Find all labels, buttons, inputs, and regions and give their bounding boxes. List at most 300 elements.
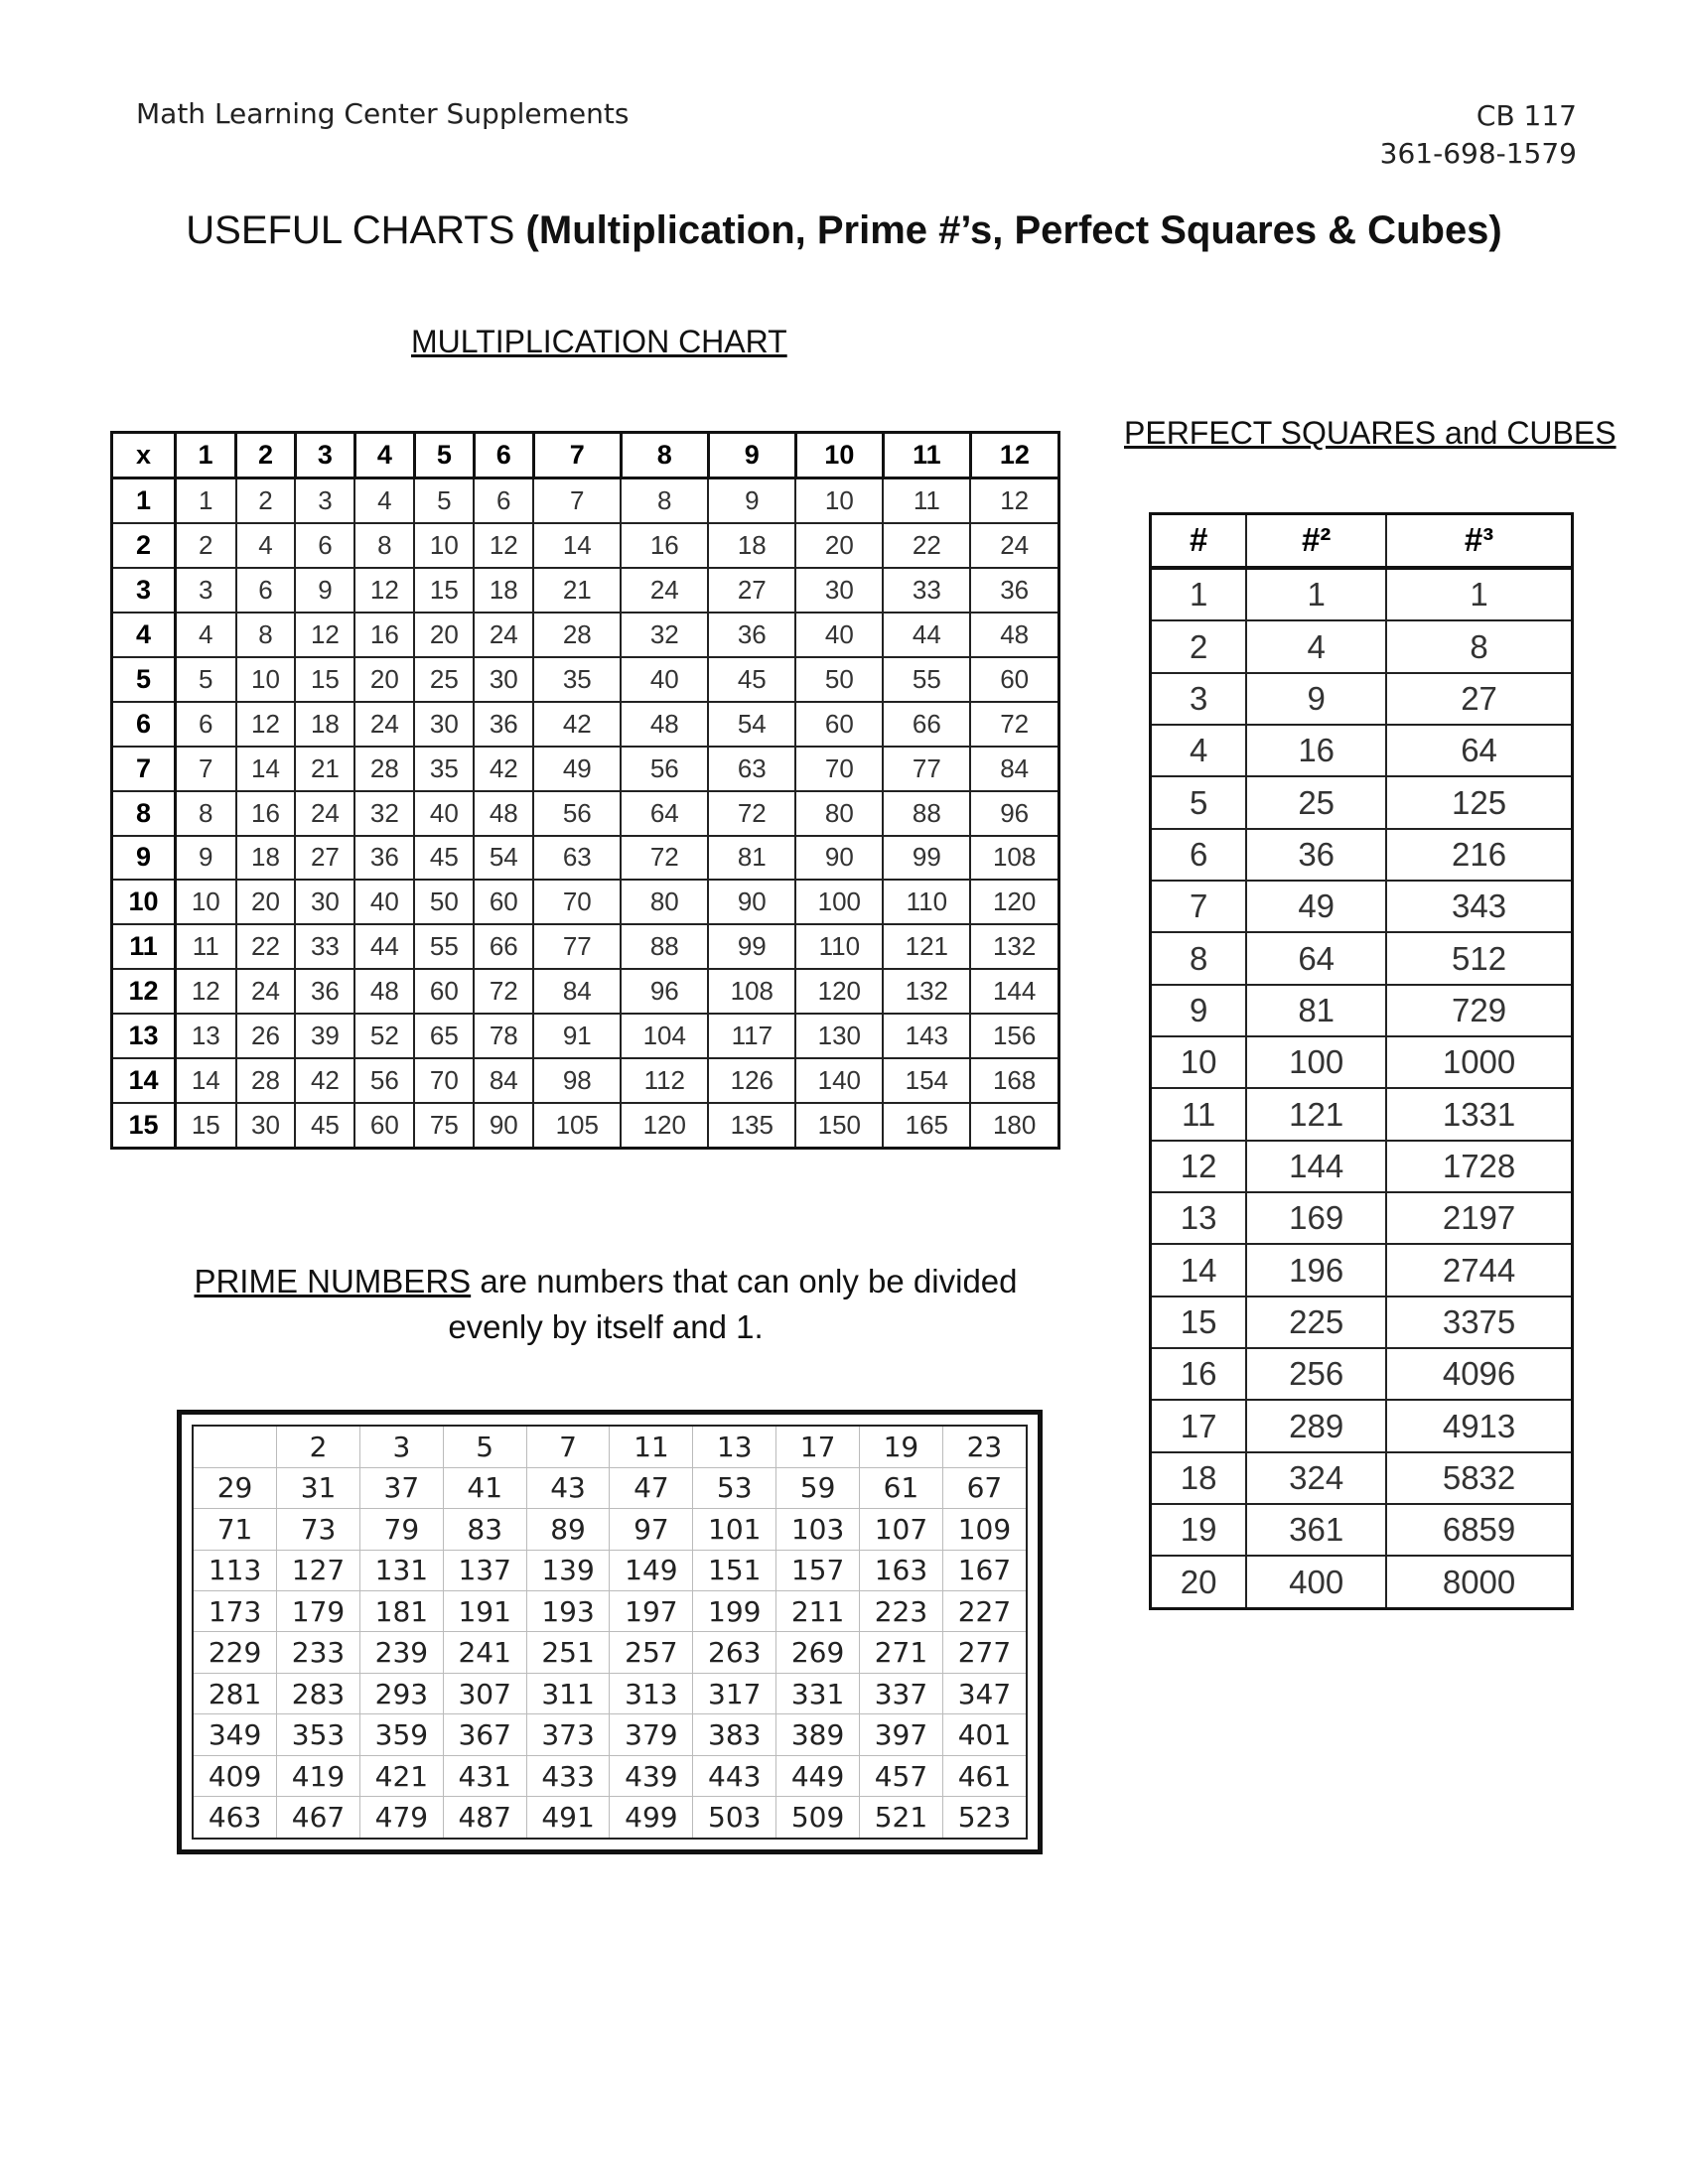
squares-row: [1151, 1556, 1573, 1608]
squares-row: [1151, 1504, 1573, 1556]
squares-row: [1151, 1452, 1573, 1504]
multiplication-product: 80: [795, 791, 883, 836]
prime-number: 19: [860, 1426, 943, 1467]
multiplication-product: 12: [176, 969, 236, 1014]
multiplication-product: 154: [883, 1058, 970, 1103]
multiplication-product: 27: [295, 836, 354, 881]
multiplication-product: 11: [883, 478, 970, 524]
prime-description-line2: evenly by itself and 1.: [448, 1308, 764, 1345]
square-cell: 100: [1246, 1036, 1386, 1088]
multiplication-product: 10: [176, 880, 236, 924]
multiplication-product: 75: [414, 1103, 474, 1149]
prime-number: 29: [193, 1467, 277, 1508]
prime-row: [193, 1632, 1027, 1673]
multiplication-product: 84: [533, 969, 621, 1014]
multiplication-product: 91: [533, 1014, 621, 1058]
prime-number: 71: [193, 1509, 277, 1550]
multiplication-product: 81: [708, 836, 795, 881]
multiplication-product: 117: [708, 1014, 795, 1058]
prime-number: 41: [443, 1467, 526, 1508]
squares-row: [1151, 932, 1573, 984]
multiplication-product: 7: [533, 478, 621, 524]
cube-cell: 5832: [1386, 1452, 1572, 1504]
square-cell: 196: [1246, 1244, 1386, 1296]
multiplication-product: 20: [354, 657, 414, 702]
multiplication-product: 5: [414, 478, 474, 524]
number-cell: 15: [1151, 1297, 1247, 1348]
cube-cell: 1331: [1386, 1088, 1572, 1140]
prime-empty-cell: [193, 1426, 277, 1467]
number-cell: 2: [1151, 620, 1247, 672]
cube-cell: 6859: [1386, 1504, 1572, 1556]
multiplication-product: 64: [621, 791, 708, 836]
multiplication-product: 45: [708, 657, 795, 702]
prime-number: 353: [277, 1714, 360, 1755]
multiplication-product: 6: [176, 702, 236, 747]
multiplication-product: 6: [236, 568, 296, 613]
prime-number: 127: [277, 1550, 360, 1590]
multiplication-product: 120: [621, 1103, 708, 1149]
squares-row: [1151, 673, 1573, 725]
square-cell: 256: [1246, 1348, 1386, 1400]
multiplication-product: 15: [176, 1103, 236, 1149]
number-cell: 17: [1151, 1400, 1247, 1451]
multiplication-row: [112, 613, 1059, 657]
prime-number: 523: [942, 1797, 1027, 1839]
prime-number: 103: [776, 1509, 860, 1550]
multiplication-product: 7: [176, 747, 236, 791]
multiplication-product: 120: [970, 880, 1058, 924]
prime-number: 373: [526, 1714, 610, 1755]
prime-number: 379: [610, 1714, 693, 1755]
prime-number: 383: [693, 1714, 776, 1755]
prime-number: 307: [443, 1673, 526, 1713]
prime-number: 73: [277, 1509, 360, 1550]
cube-cell: 3375: [1386, 1297, 1572, 1348]
multiplication-column-header: 3: [295, 433, 354, 478]
cube-cell: 8: [1386, 620, 1572, 672]
multiplication-product: 60: [354, 1103, 414, 1149]
multiplication-product: 22: [883, 523, 970, 568]
squares-cubes-table: [1149, 512, 1574, 1610]
squares-row: [1151, 1400, 1573, 1451]
multiplication-product: 25: [414, 657, 474, 702]
prime-number: 283: [277, 1673, 360, 1713]
multiplication-product: 24: [970, 523, 1058, 568]
prime-number: 199: [693, 1590, 776, 1631]
prime-number: 487: [443, 1797, 526, 1839]
prime-number: 79: [359, 1509, 443, 1550]
multiplication-product: 108: [970, 836, 1058, 881]
prime-number: 179: [277, 1590, 360, 1631]
page-title-plain: USEFUL CHARTS: [186, 208, 526, 252]
prime-number: 269: [776, 1632, 860, 1673]
multiplication-product: 98: [533, 1058, 621, 1103]
multiplication-product: 20: [795, 523, 883, 568]
multiplication-row-header: 6: [112, 702, 176, 747]
square-cell: 289: [1246, 1400, 1386, 1451]
multiplication-product: 14: [533, 523, 621, 568]
multiplication-column-header: 10: [795, 433, 883, 478]
multiplication-product: 56: [354, 1058, 414, 1103]
multiplication-product: 35: [414, 747, 474, 791]
prime-number: 149: [610, 1550, 693, 1590]
multiplication-product: 96: [621, 969, 708, 1014]
prime-number: 229: [193, 1632, 277, 1673]
multiplication-product: 77: [533, 924, 621, 969]
square-cell: 81: [1246, 985, 1386, 1036]
multiplication-product: 108: [708, 969, 795, 1014]
multiplication-product: 70: [795, 747, 883, 791]
multiplication-product: 50: [414, 880, 474, 924]
multiplication-product: 32: [621, 613, 708, 657]
number-cell: 8: [1151, 932, 1247, 984]
multiplication-product: 96: [970, 791, 1058, 836]
multiplication-column-header: 9: [708, 433, 795, 478]
multiplication-product: 36: [970, 568, 1058, 613]
prime-number: 13: [693, 1426, 776, 1467]
multiplication-product: 49: [533, 747, 621, 791]
multiplication-product: 110: [795, 924, 883, 969]
multiplication-product: 24: [621, 568, 708, 613]
prime-number: 359: [359, 1714, 443, 1755]
prime-number: 109: [942, 1509, 1027, 1550]
number-cell: 5: [1151, 776, 1247, 828]
squares-row: [1151, 620, 1573, 672]
multiplication-product: 40: [354, 880, 414, 924]
multiplication-product: 70: [414, 1058, 474, 1103]
prime-number: 31: [277, 1467, 360, 1508]
prime-number: 191: [443, 1590, 526, 1631]
multiplication-product: 156: [970, 1014, 1058, 1058]
prime-number: 193: [526, 1590, 610, 1631]
multiplication-product: 78: [474, 1014, 533, 1058]
prime-number: 467: [277, 1797, 360, 1839]
squares-row: [1151, 1297, 1573, 1348]
multiplication-product: 121: [883, 924, 970, 969]
multiplication-row: [112, 478, 1059, 524]
prime-number: 431: [443, 1755, 526, 1796]
squares-column-header: #: [1151, 514, 1247, 568]
prime-table-frame: [177, 1410, 1043, 1854]
multiplication-product: 33: [883, 568, 970, 613]
prime-number: 43: [526, 1467, 610, 1508]
prime-number: 163: [860, 1550, 943, 1590]
multiplication-row: [112, 836, 1059, 881]
squares-row: [1151, 1088, 1573, 1140]
multiplication-product: 24: [354, 702, 414, 747]
square-cell: 36: [1246, 829, 1386, 881]
multiplication-product: 36: [708, 613, 795, 657]
multiplication-product: 48: [474, 791, 533, 836]
prime-row: [193, 1714, 1027, 1755]
multiplication-product: 18: [708, 523, 795, 568]
multiplication-product: 20: [236, 880, 296, 924]
prime-number: 173: [193, 1590, 277, 1631]
prime-description: [109, 1259, 1102, 1350]
multiplication-product: 4: [236, 523, 296, 568]
squares-row: [1151, 985, 1573, 1036]
multiplication-product: 36: [354, 836, 414, 881]
square-cell: 144: [1246, 1141, 1386, 1192]
multiplication-product: 1: [176, 478, 236, 524]
multiplication-product: 120: [795, 969, 883, 1014]
prime-number: 83: [443, 1509, 526, 1550]
multiplication-product: 54: [708, 702, 795, 747]
multiplication-product: 6: [474, 478, 533, 524]
squares-row: [1151, 829, 1573, 881]
multiplication-product: 130: [795, 1014, 883, 1058]
multiplication-row-header: 2: [112, 523, 176, 568]
multiplication-row: [112, 1014, 1059, 1058]
square-cell: 9: [1246, 673, 1386, 725]
cube-cell: 27: [1386, 673, 1572, 725]
multiplication-product: 56: [621, 747, 708, 791]
multiplication-column-header: 7: [533, 433, 621, 478]
number-cell: 1: [1151, 568, 1247, 621]
multiplication-product: 48: [621, 702, 708, 747]
prime-heading: PRIME NUMBERS: [194, 1263, 472, 1299]
prime-description-line1: are numbers that can only be divided: [471, 1263, 1018, 1299]
multiplication-product: 63: [533, 836, 621, 881]
square-cell: 4: [1246, 620, 1386, 672]
multiplication-product: 88: [621, 924, 708, 969]
squares-header-row: [1151, 514, 1573, 568]
multiplication-product: 12: [236, 702, 296, 747]
multiplication-table: [110, 431, 1060, 1150]
multiplication-row: [112, 747, 1059, 791]
prime-number: 47: [610, 1467, 693, 1508]
multiplication-product: 30: [795, 568, 883, 613]
multiplication-product: 21: [295, 747, 354, 791]
multiplication-product: 27: [708, 568, 795, 613]
squares-row: [1151, 776, 1573, 828]
multiplication-product: 8: [621, 478, 708, 524]
multiplication-product: 18: [236, 836, 296, 881]
multiplication-product: 8: [236, 613, 296, 657]
multiplication-product: 15: [414, 568, 474, 613]
prime-number: 61: [860, 1467, 943, 1508]
multiplication-product: 72: [621, 836, 708, 881]
multiplication-row-header: 8: [112, 791, 176, 836]
multiplication-product: 4: [176, 613, 236, 657]
multiplication-product: 8: [354, 523, 414, 568]
multiplication-product: 9: [708, 478, 795, 524]
number-cell: 16: [1151, 1348, 1247, 1400]
multiplication-product: 54: [474, 836, 533, 881]
prime-number: 11: [610, 1426, 693, 1467]
cube-cell: 4913: [1386, 1400, 1572, 1451]
number-cell: 12: [1151, 1141, 1247, 1192]
multiplication-product: 52: [354, 1014, 414, 1058]
multiplication-product: 4: [354, 478, 414, 524]
multiplication-product: 28: [354, 747, 414, 791]
cube-cell: 2744: [1386, 1244, 1572, 1296]
multiplication-product: 65: [414, 1014, 474, 1058]
prime-number: 421: [359, 1755, 443, 1796]
square-cell: 169: [1246, 1192, 1386, 1244]
prime-number: 317: [693, 1673, 776, 1713]
squares-row: [1151, 1036, 1573, 1088]
multiplication-product: 24: [236, 969, 296, 1014]
prime-number: 233: [277, 1632, 360, 1673]
prime-number: 409: [193, 1755, 277, 1796]
prime-row: [193, 1467, 1027, 1508]
multiplication-header-row: [112, 433, 1059, 478]
multiplication-product: 80: [621, 880, 708, 924]
number-cell: 11: [1151, 1088, 1247, 1140]
multiplication-product: 48: [970, 613, 1058, 657]
cube-cell: 729: [1386, 985, 1572, 1036]
multiplication-product: 72: [474, 969, 533, 1014]
prime-number: 491: [526, 1797, 610, 1839]
multiplication-product: 40: [621, 657, 708, 702]
multiplication-product: 132: [970, 924, 1058, 969]
multiplication-row-header: 7: [112, 747, 176, 791]
prime-number: 313: [610, 1673, 693, 1713]
multiplication-product: 44: [354, 924, 414, 969]
header-room: CB 117: [1476, 99, 1577, 132]
multiplication-product: 105: [533, 1103, 621, 1149]
prime-number: 503: [693, 1797, 776, 1839]
cube-cell: 512: [1386, 932, 1572, 984]
number-cell: 4: [1151, 725, 1247, 776]
multiplication-column-header: 5: [414, 433, 474, 478]
multiplication-product: 33: [295, 924, 354, 969]
squares-row: [1151, 1141, 1573, 1192]
prime-row: [193, 1755, 1027, 1796]
multiplication-product: 12: [970, 478, 1058, 524]
multiplication-corner: x: [112, 433, 176, 478]
number-cell: 9: [1151, 985, 1247, 1036]
prime-number: 443: [693, 1755, 776, 1796]
multiplication-product: 40: [414, 791, 474, 836]
prime-number: 113: [193, 1550, 277, 1590]
prime-number: 181: [359, 1590, 443, 1631]
multiplication-product: 9: [176, 836, 236, 881]
number-cell: 7: [1151, 881, 1247, 932]
squares-row: [1151, 568, 1573, 621]
multiplication-column-header: 4: [354, 433, 414, 478]
multiplication-row-header: 11: [112, 924, 176, 969]
multiplication-row-header: 9: [112, 836, 176, 881]
cube-cell: 1728: [1386, 1141, 1572, 1192]
header-center-name: Math Learning Center Supplements: [136, 97, 630, 130]
multiplication-product: 16: [236, 791, 296, 836]
prime-number: 331: [776, 1673, 860, 1713]
multiplication-product: 168: [970, 1058, 1058, 1103]
prime-row: [193, 1797, 1027, 1839]
squares-column-header: #³: [1386, 514, 1572, 568]
number-cell: 20: [1151, 1556, 1247, 1608]
prime-number: 509: [776, 1797, 860, 1839]
square-cell: 64: [1246, 932, 1386, 984]
multiplication-product: 10: [414, 523, 474, 568]
multiplication-row: [112, 702, 1059, 747]
prime-number: 397: [860, 1714, 943, 1755]
multiplication-product: 55: [883, 657, 970, 702]
multiplication-product: 135: [708, 1103, 795, 1149]
cube-cell: 1000: [1386, 1036, 1572, 1088]
prime-numbers-table: [192, 1425, 1028, 1840]
cube-cell: 125: [1386, 776, 1572, 828]
prime-row: [193, 1673, 1027, 1713]
multiplication-product: 5: [176, 657, 236, 702]
prime-number: 257: [610, 1632, 693, 1673]
multiplication-product: 40: [795, 613, 883, 657]
cube-cell: 64: [1386, 725, 1572, 776]
prime-number: 89: [526, 1509, 610, 1550]
multiplication-product: 144: [970, 969, 1058, 1014]
multiplication-product: 66: [474, 924, 533, 969]
multiplication-product: 12: [354, 568, 414, 613]
prime-number: 37: [359, 1467, 443, 1508]
prime-number: 2: [277, 1426, 360, 1467]
multiplication-product: 21: [533, 568, 621, 613]
prime-number: 139: [526, 1550, 610, 1590]
prime-number: 23: [942, 1426, 1027, 1467]
prime-number: 457: [860, 1755, 943, 1796]
prime-number: 107: [860, 1509, 943, 1550]
prime-number: 521: [860, 1797, 943, 1839]
multiplication-product: 132: [883, 969, 970, 1014]
prime-number: 251: [526, 1632, 610, 1673]
multiplication-product: 14: [236, 747, 296, 791]
prime-number: 211: [776, 1590, 860, 1631]
multiplication-product: 45: [414, 836, 474, 881]
multiplication-product: 28: [533, 613, 621, 657]
squares-heading: PERFECT SQUARES and CUBES: [1124, 415, 1617, 451]
prime-number: 389: [776, 1714, 860, 1755]
multiplication-row: [112, 969, 1059, 1014]
multiplication-product: 32: [354, 791, 414, 836]
cube-cell: 343: [1386, 881, 1572, 932]
prime-number: 293: [359, 1673, 443, 1713]
multiplication-row: [112, 568, 1059, 613]
prime-number: 53: [693, 1467, 776, 1508]
multiplication-product: 16: [354, 613, 414, 657]
number-cell: 10: [1151, 1036, 1247, 1088]
prime-number: 239: [359, 1632, 443, 1673]
multiplication-product: 36: [474, 702, 533, 747]
number-cell: 18: [1151, 1452, 1247, 1504]
prime-number: 271: [860, 1632, 943, 1673]
multiplication-product: 70: [533, 880, 621, 924]
multiplication-product: 35: [533, 657, 621, 702]
multiplication-product: 143: [883, 1014, 970, 1058]
multiplication-product: 12: [474, 523, 533, 568]
multiplication-product: 66: [883, 702, 970, 747]
prime-number: 157: [776, 1550, 860, 1590]
page-title-bold: (Multiplication, Prime #’s, Perfect Squares & Cubes): [525, 208, 1502, 252]
number-cell: 19: [1151, 1504, 1247, 1556]
multiplication-product: 63: [708, 747, 795, 791]
squares-row: [1151, 725, 1573, 776]
multiplication-product: 30: [236, 1103, 296, 1149]
multiplication-product: 30: [414, 702, 474, 747]
prime-number: 311: [526, 1673, 610, 1713]
multiplication-product: 11: [176, 924, 236, 969]
prime-number: 167: [942, 1550, 1027, 1590]
prime-number: 277: [942, 1632, 1027, 1673]
multiplication-product: 72: [970, 702, 1058, 747]
multiplication-row: [112, 791, 1059, 836]
multiplication-product: 8: [176, 791, 236, 836]
multiplication-row-header: 5: [112, 657, 176, 702]
multiplication-product: 60: [970, 657, 1058, 702]
header-phone: 361-698-1579: [1379, 137, 1577, 170]
squares-row: [1151, 1244, 1573, 1296]
